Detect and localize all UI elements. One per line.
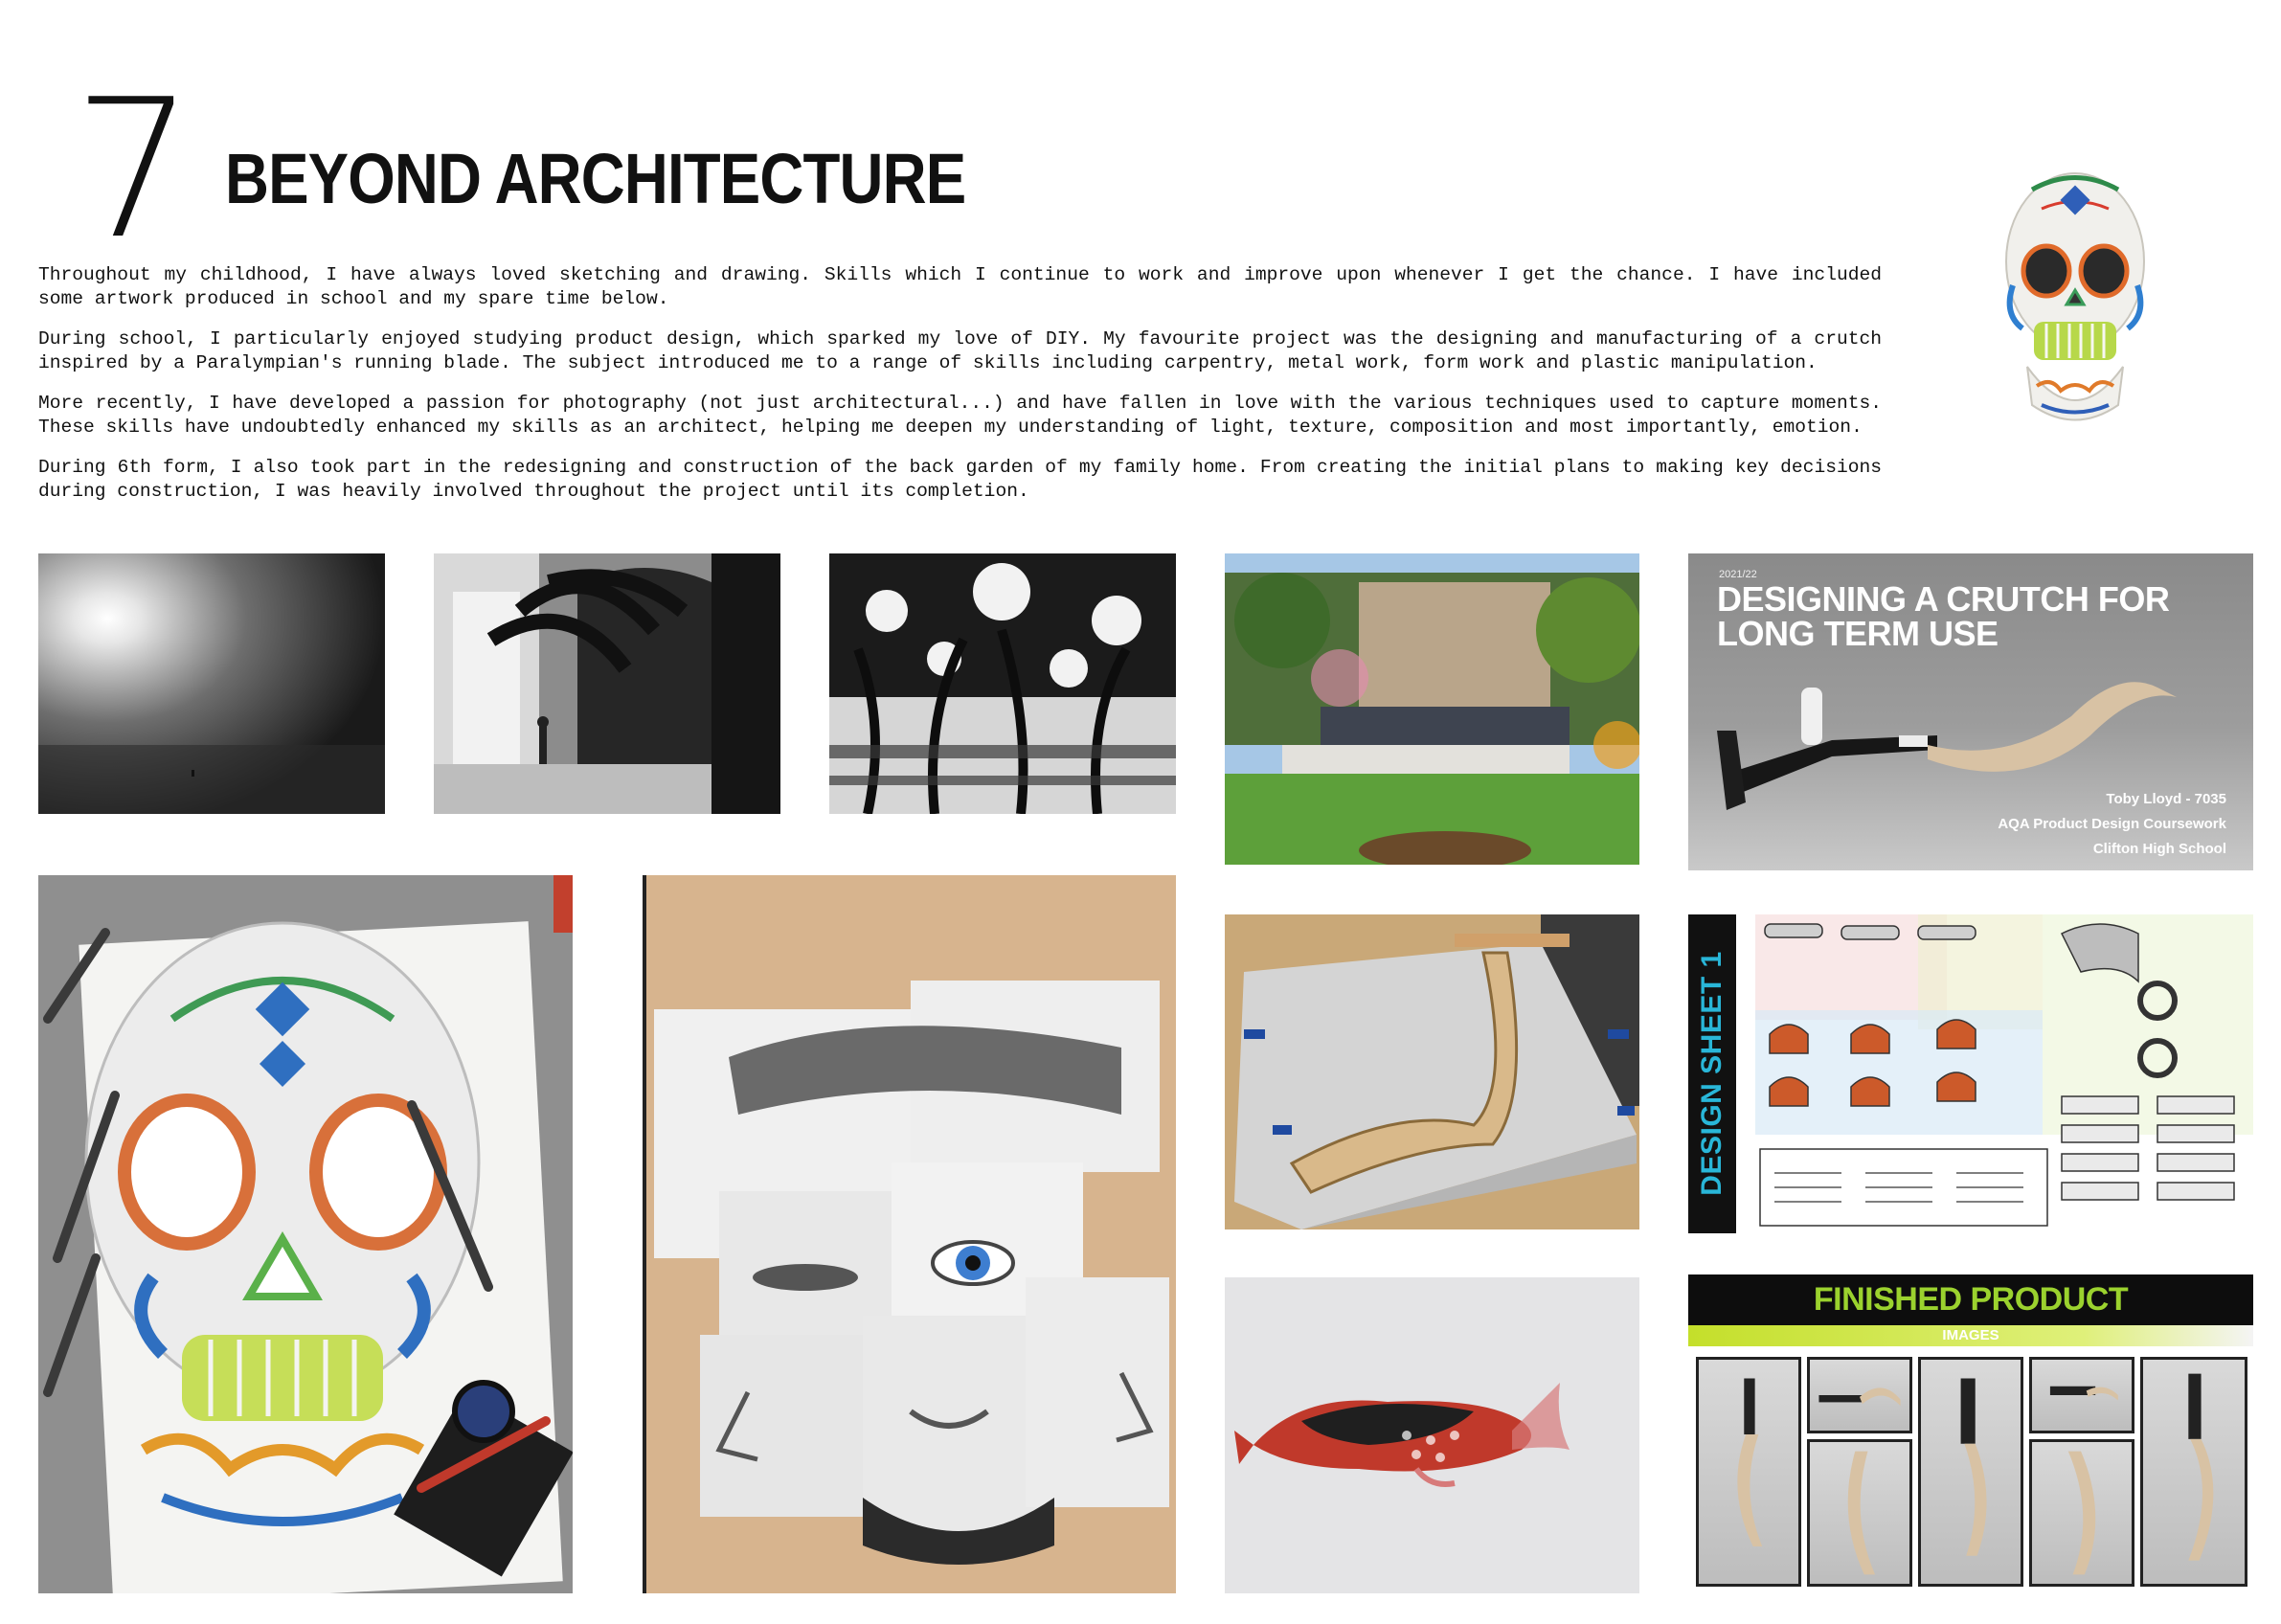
finished-product-subtitle: IMAGES [1942,1327,1999,1343]
crutch-year: 2021/22 [1719,569,1757,580]
intro-paragraph-3: More recently, I have developed a passion for photography (not just architectural...) and have fallen in love with the various techniques used to capture moments. These skills have undoubtedly enhanced my skills as an architect, helping me deepen my understanding of light, texture, composition and most importantly, emotion. [38,393,1882,438]
intro-paragraph-2: During school, I particularly enjoyed studying product design, which sparked my love of DIY. My favourite project was the designing and manufacturing of a crutch inspired by a Paralympian's running blade. The subject introduced me to a range of skills including carpentry, metal work, form work and plastic manipulation. [38,328,1882,373]
finished-product-image-6 [2029,1439,2134,1587]
finished-product-subtitle-bar [1688,1325,2253,1346]
page-number: 7 [73,58,192,282]
crutch-author: Toby Lloyd - 7035 [2106,791,2226,807]
forest-shadows-photo [829,553,1176,814]
finished-product-image-1 [1696,1357,1801,1587]
design-sheet-label: DESIGN SHEET 1 [1696,951,1728,1196]
intro-text [38,263,1882,520]
crutch-school: Clifton High School [2092,841,2226,857]
painted-skull-photo [1994,161,2157,435]
intro-paragraph-1: Throughout my childhood, I have always loved sketching and drawing. Skills which I continue to work and improve upon whenever I get the chance. I have included some artwork produced in school and my spare time below. [38,264,1882,309]
finished-product-image-5 [2029,1357,2134,1433]
crutch-formwork-photo [1225,914,1639,1229]
koi-fish-print-photo [1225,1277,1639,1593]
sugar-skull-drawing-photo [38,875,573,1593]
foggy-sun-photo [38,553,385,814]
finished-product-panel [1688,1274,2253,1593]
crutch-title: DESIGNING A CRUTCH FOR LONG TERM USE [1717,579,2170,653]
design-sheet [1688,914,2253,1233]
page-title: BEYOND ARCHITECTURE [225,139,966,218]
garden-photo [1225,553,1639,865]
portrait-collage-photo [643,875,1176,1593]
palm-courtyard-photo [434,553,780,814]
finished-product-image-3 [1807,1439,1912,1587]
design-sketches [1755,914,2253,1233]
intro-paragraph-4: During 6th form, I also took part in the redesigning and construction of the back garden of my family home. From creating the initial plans to making key decisions during construction, I was heavily involved throughout the project until its completion. [38,457,1882,502]
finished-product-image-2 [1807,1357,1912,1433]
finished-product-image-4 [1918,1357,2023,1587]
crutch-course: AQA Product Design Coursework [1998,816,2226,832]
finished-product-image-grid [1696,1357,2247,1587]
crutch-coursework-cover [1688,553,2253,870]
finished-product-image-7 [2140,1357,2247,1587]
finished-product-title: FINISHED PRODUCT [1813,1281,2129,1318]
